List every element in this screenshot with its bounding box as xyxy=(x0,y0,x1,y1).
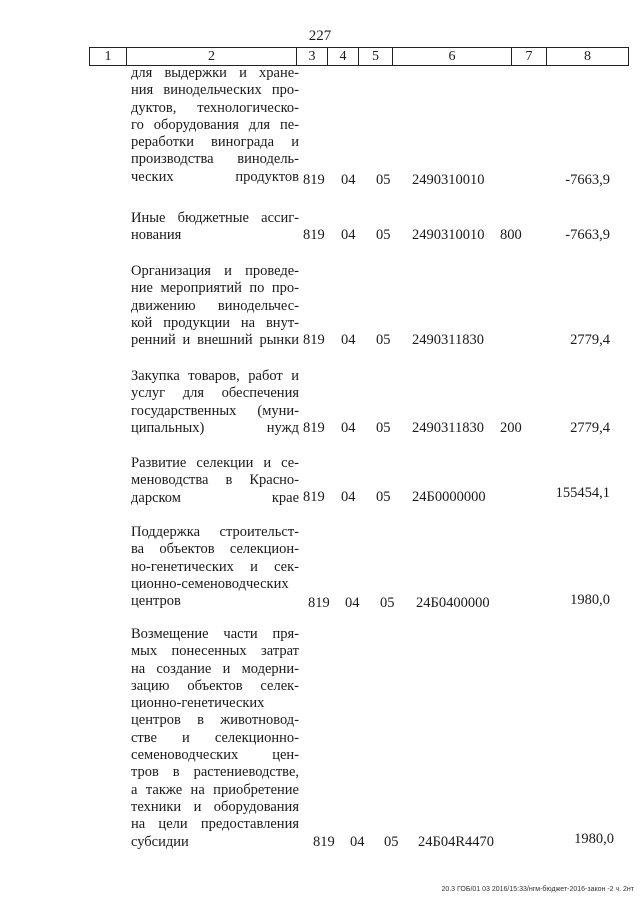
header-col-1: 1 xyxy=(90,48,127,66)
row-description xyxy=(131,626,299,851)
section-code: 04 xyxy=(341,489,356,505)
subsection-code: 05 xyxy=(376,332,391,348)
description-line: ние мероприятий по про- xyxy=(131,280,299,297)
section-code: 04 xyxy=(345,595,360,611)
header-col-5: 5 xyxy=(359,48,393,66)
target-article-code: 24Б0400000 xyxy=(416,595,490,611)
description-line: производства винодель- xyxy=(131,151,299,168)
description-line: дуктов, технологическо- xyxy=(131,99,299,116)
amount: 155454,1 xyxy=(555,485,610,501)
description-line: ципальных) нужд xyxy=(131,419,299,436)
description-line: услуг для обеспечения xyxy=(131,385,299,402)
target-article-code: 24Б0000000 xyxy=(412,489,486,505)
description-line: меноводства в Красно- xyxy=(131,472,299,489)
description-line: стве и селекционно- xyxy=(131,729,299,746)
header-col-8: 8 xyxy=(547,48,629,66)
row-description xyxy=(131,524,299,610)
expense-type-code: 800 xyxy=(500,227,522,243)
row-description xyxy=(131,368,299,437)
amount: 2779,4 xyxy=(570,332,610,348)
description-line: но-генетических и сек- xyxy=(131,558,299,575)
description-line: Закупка товаров, работ и xyxy=(131,368,299,384)
amount: -7663,9 xyxy=(565,172,610,188)
subsection-code: 05 xyxy=(380,595,395,611)
ministry-code: 819 xyxy=(303,420,325,436)
description-line: Иные бюджетные ассиг- xyxy=(131,210,299,226)
description-line: дарском крае xyxy=(131,489,299,506)
description-line: го оборудования для пе- xyxy=(131,116,299,133)
target-article-code: 2490310010 xyxy=(412,227,485,243)
section-code: 04 xyxy=(341,332,356,348)
subsection-code: 05 xyxy=(376,227,391,243)
target-article-code: 24Б04R4470 xyxy=(418,834,494,850)
description-line: государственных (муни- xyxy=(131,402,299,419)
ministry-code: 819 xyxy=(303,172,325,188)
target-article-code: 2490311830 xyxy=(412,420,484,436)
footer-print-stamp: 20.3 ГОБ/01 03 2016/15:33/нгм-бюджет-2016-закон -2 ч. 2нт xyxy=(441,886,634,893)
header-col-3: 3 xyxy=(297,48,328,66)
description-line: ционно-генетических xyxy=(131,695,265,712)
description-line: реработки винограда и xyxy=(131,134,299,151)
description-line: мых понесенных затрат xyxy=(131,643,299,660)
amount: 1980,0 xyxy=(574,831,614,847)
section-code: 04 xyxy=(341,227,356,243)
expense-type-code: 200 xyxy=(500,420,522,436)
description-line: Организация и проведе- xyxy=(131,263,299,279)
description-line: субсидии xyxy=(131,833,189,850)
target-article-code: 2490311830 xyxy=(412,332,484,348)
description-line: движению винодельчес- xyxy=(131,297,299,314)
subsection-code: 05 xyxy=(376,489,391,505)
ministry-code: 819 xyxy=(303,489,325,505)
description-line: зацию объектов селек- xyxy=(131,677,299,694)
page-number: 227 xyxy=(308,28,332,44)
row-description xyxy=(131,65,299,186)
description-line: Развитие селекции и се- xyxy=(131,455,299,471)
section-code: 04 xyxy=(341,172,356,188)
description-line: Поддержка строительст- xyxy=(131,524,299,540)
description-line: центров в животновод- xyxy=(131,712,299,729)
description-line: техники и оборудования xyxy=(131,798,299,815)
header-col-2: 2 xyxy=(127,48,297,66)
description-line: кой продукции на внут- xyxy=(131,314,299,331)
ministry-code: 819 xyxy=(308,595,330,611)
subsection-code: 05 xyxy=(376,420,391,436)
description-line: Возмещение части пря- xyxy=(131,626,299,642)
target-article-code: 2490310010 xyxy=(412,172,485,188)
subsection-code: 05 xyxy=(376,172,391,188)
header-col-4: 4 xyxy=(328,48,359,66)
amount: 2779,4 xyxy=(570,420,610,436)
description-line: ва объектов селекцион- xyxy=(131,541,299,558)
description-line: ческих продуктов xyxy=(131,168,299,185)
description-line: на создание и модерни- xyxy=(131,660,299,677)
ministry-code: 819 xyxy=(303,227,325,243)
header-col-6: 6 xyxy=(393,48,512,66)
amount: -7663,9 xyxy=(565,227,610,243)
description-line: центров xyxy=(131,593,181,610)
description-line: на цели предоставления xyxy=(131,816,299,833)
description-line: а также на приобретение xyxy=(131,781,299,798)
description-line: тров в растениеводстве, xyxy=(131,764,299,781)
ministry-code: 819 xyxy=(313,834,335,850)
header-col-7: 7 xyxy=(512,48,547,66)
description-line: для выдержки и хране- xyxy=(131,65,299,81)
row-description xyxy=(131,263,299,349)
description-line: ционно-семеноводческих xyxy=(131,575,289,592)
description-line: семеноводческих цен- xyxy=(131,747,299,764)
section-code: 04 xyxy=(341,420,356,436)
description-line: нования xyxy=(131,227,182,244)
description-line: ния винодельческих про- xyxy=(131,82,299,99)
section-code: 04 xyxy=(350,834,365,850)
subsection-code: 05 xyxy=(384,834,399,850)
ministry-code: 819 xyxy=(303,332,325,348)
description-line: ренний и внешний рынки xyxy=(131,332,299,349)
amount: 1980,0 xyxy=(570,592,610,608)
row-description xyxy=(131,455,299,507)
row-description xyxy=(131,210,299,245)
